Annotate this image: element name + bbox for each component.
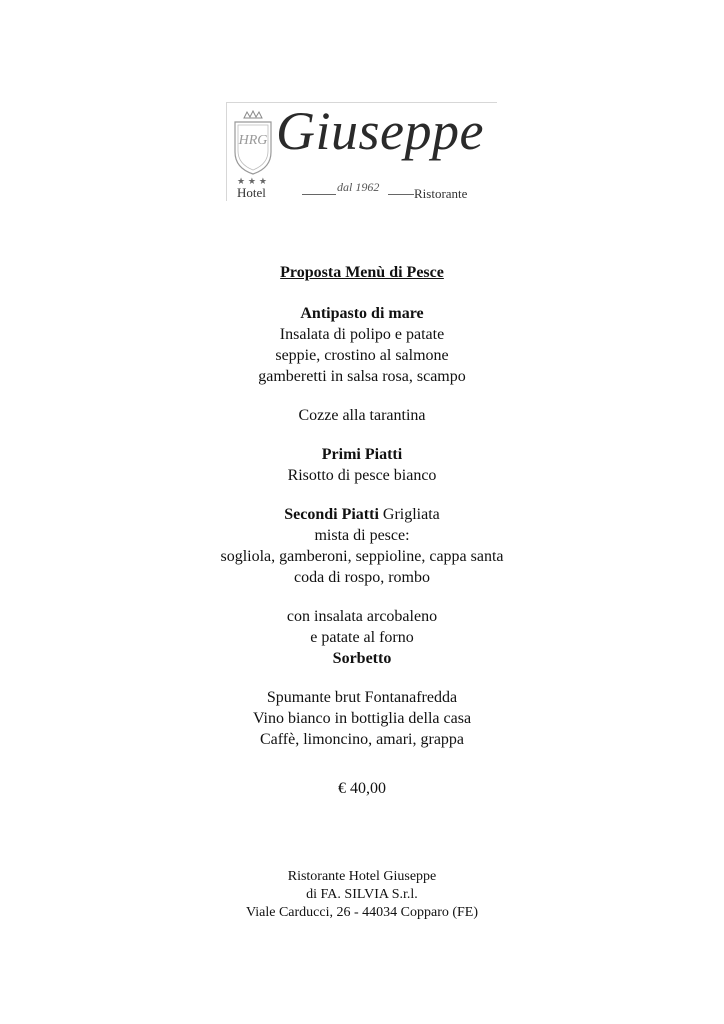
menu-line: sogliola, gamberoni, seppioline, cappa santa [220, 548, 504, 565]
menu-line: con insalata arcobaleno [286, 608, 438, 625]
secondi-heading: Secondi Piatti [284, 506, 379, 523]
menu-line: Risotto di pesce bianco [287, 467, 437, 484]
logo-monogram: HRG [238, 133, 268, 148]
menu-line: Caffè, limoncino, amari, grappa [259, 731, 465, 748]
menu-line: Insalata di polipo e patate [279, 326, 445, 343]
primi-section [0, 444, 724, 486]
bevande-section [0, 687, 724, 750]
logo-name: Giuseppe [276, 101, 484, 161]
footer [0, 868, 724, 922]
menu-line: Spumante brut Fontanafredda [266, 689, 458, 706]
cozze-line: Cozze alla tarantina [298, 407, 426, 424]
menu-line: gamberetti in salsa rosa, scampo [258, 368, 466, 385]
logo-divider [388, 194, 414, 195]
svg-text:★ ★ ★: ★ ★ ★ [237, 177, 267, 187]
menu-line: e patate al forno [310, 629, 414, 646]
primi-heading: Primi Piatti [321, 446, 403, 463]
menu-title: Proposta Menù di Pesce [280, 264, 444, 281]
footer-line: Viale Carducci, 26 - 44034 Copparo (FE) [245, 905, 479, 920]
sorbetto-line: Sorbetto [332, 650, 392, 667]
menu-price: € 40,00 [338, 780, 386, 797]
logo-ristorante: Ristorante [414, 186, 468, 201]
secondi-section [0, 504, 724, 588]
menu-line: Vino bianco in bottiglia della casa [252, 710, 472, 727]
footer-line: Ristorante Hotel Giuseppe [287, 869, 437, 884]
menu-line: seppie, crostino al salmone [275, 347, 449, 364]
menu-line: coda di rospo, rombo [294, 569, 430, 586]
contorno-section [0, 606, 724, 669]
menu-line: mista di pesce: [314, 527, 410, 544]
logo-hotel: Hotel [237, 185, 266, 200]
crest-icon [230, 108, 276, 194]
menu [0, 262, 724, 799]
antipasto-heading: Antipasto di mare [300, 305, 424, 322]
logo-divider [302, 194, 336, 195]
secondi-heading-rest: Grigliata [378, 506, 440, 523]
logo-since: dal 1962 [337, 180, 380, 194]
hotel-logo [226, 102, 498, 202]
footer-line: di FA. SILVIA S.r.l. [306, 887, 418, 902]
antipasto-section [0, 303, 724, 387]
